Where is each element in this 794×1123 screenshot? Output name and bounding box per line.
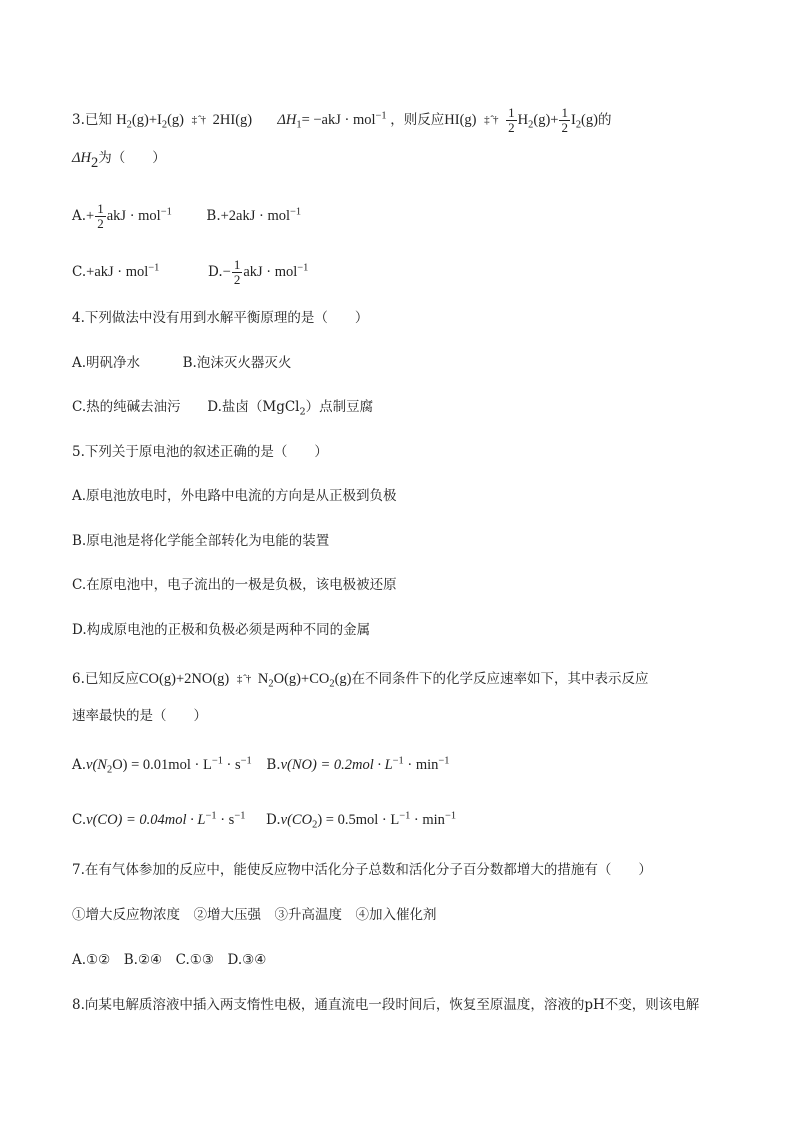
q4-option-c: C.热的纯碱去油污 xyxy=(72,399,181,415)
q3-option-a: A.+ $\frac{1}{2}$ akJ · mol$^{-1}$ xyxy=(72,201,172,231)
q5-option-a: A.原电池放电时，外电路中电流的方向是从正极到负极 xyxy=(72,488,397,504)
q6-option-c: $C.v(CO) = 0.04mol \cdot L^{-1} \cdot s^{-1}$ xyxy=(72,810,246,828)
q6-options-cd xyxy=(72,810,456,830)
q3-stem-line1: 3.已知 $H_2(g)+I_2(g)$ ‡ ˆ† 2HI(g) $\Delta H_1= -akJ \cdot mol^{-1}$ ，则反应HI(g) ‡ ˆ† $\frac{1}{2}$ $H_2(g)+$ $\frac{1}{2}$ $I_2(g)$的 xyxy=(72,105,612,135)
q3-options-cd xyxy=(72,258,308,287)
q7-items: ①增大反应物浓度 ②增大压强 ③升高温度 ④加入催化剂 xyxy=(72,907,437,923)
q6-option-a: $A.v(N_2O) = 0.01mol \cdot L^{-1} \cdot s^{-1}$ xyxy=(72,755,252,776)
q3-option-d: D.− $\frac{1}{2}$ akJ · mol$^{-1}$ xyxy=(208,257,309,287)
q6-option-d: $D.v(CO_2) = 0.5mol \cdot L^{-1} \cdot \min^{-1}$ xyxy=(266,810,457,831)
q3-option-c: C.+akJ · mol$^{-1}$ xyxy=(72,262,160,280)
q4-option-b: B.泡沫灭火器灭火 xyxy=(182,355,292,371)
q4-option-d: D.盐卤（MgCl$_2$）点制豆腐 xyxy=(207,399,374,418)
q6-stem-line1: 6.已知反应CO(g)+2NO(g) ‡ ˆ† $N_2O(g)+CO_2(g)$在不同条件下的化学反应速率如下，其中表示反应 xyxy=(72,671,649,690)
q6-options-ab xyxy=(72,755,450,775)
q6-stem-line2: 速率最快的是（ ） xyxy=(72,708,207,724)
fraction-half: $\frac{1}{2}$ xyxy=(561,105,568,135)
q3-options-ab xyxy=(72,202,301,231)
q7-stem: 7.在有气体参加的反应中，能使反应物中活化分子总数和活化分子百分数都增大的措施有（ ） xyxy=(72,862,652,878)
q4-options-ab xyxy=(72,353,291,373)
q5-option-d: D.构成原电池的正极和负极必须是两种不同的金属 xyxy=(72,622,371,638)
q7-options: A.①② B.②④ C.①③ D.③④ xyxy=(72,952,267,968)
q6-option-b: $B.v(NO) = 0.2mol \cdot L^{-1} \cdot \min^{-1}$ xyxy=(266,755,450,773)
q5-stem: 5.下列关于原电池的叙述正确的是（ ） xyxy=(72,444,328,460)
q3-option-b: B.+2akJ · mol$^{-1}$ xyxy=(206,206,302,224)
q4-stem: 4.下列做法中没有用到水解平衡原理的是（ ） xyxy=(72,310,369,326)
equilibrium-arrow-icon: ‡ ˆ† xyxy=(191,113,206,126)
q5-option-c: C.在原电池中，电子流出的一极是负极，该电极被还原 xyxy=(72,577,397,593)
fraction-half: $\frac{1}{2}$ xyxy=(508,105,515,135)
q3-stem-line2: $\Delta H_2$为（ ） xyxy=(72,150,166,172)
q4-option-a: A.明矾净水 xyxy=(72,355,141,371)
equilibrium-arrow-icon: ‡ ˆ† xyxy=(236,673,251,685)
q8-stem: 8.向某电解质溶液中插入两支惰性电极，通直流电一段时间后，恢复至原温度，溶液的pH不变，则该电解 xyxy=(72,997,700,1013)
q5-option-b: B.原电池是将化学能全部转化为电能的装置 xyxy=(72,533,330,549)
q4-options-cd xyxy=(72,397,373,417)
equilibrium-arrow-icon: ‡ ˆ† xyxy=(484,113,498,126)
